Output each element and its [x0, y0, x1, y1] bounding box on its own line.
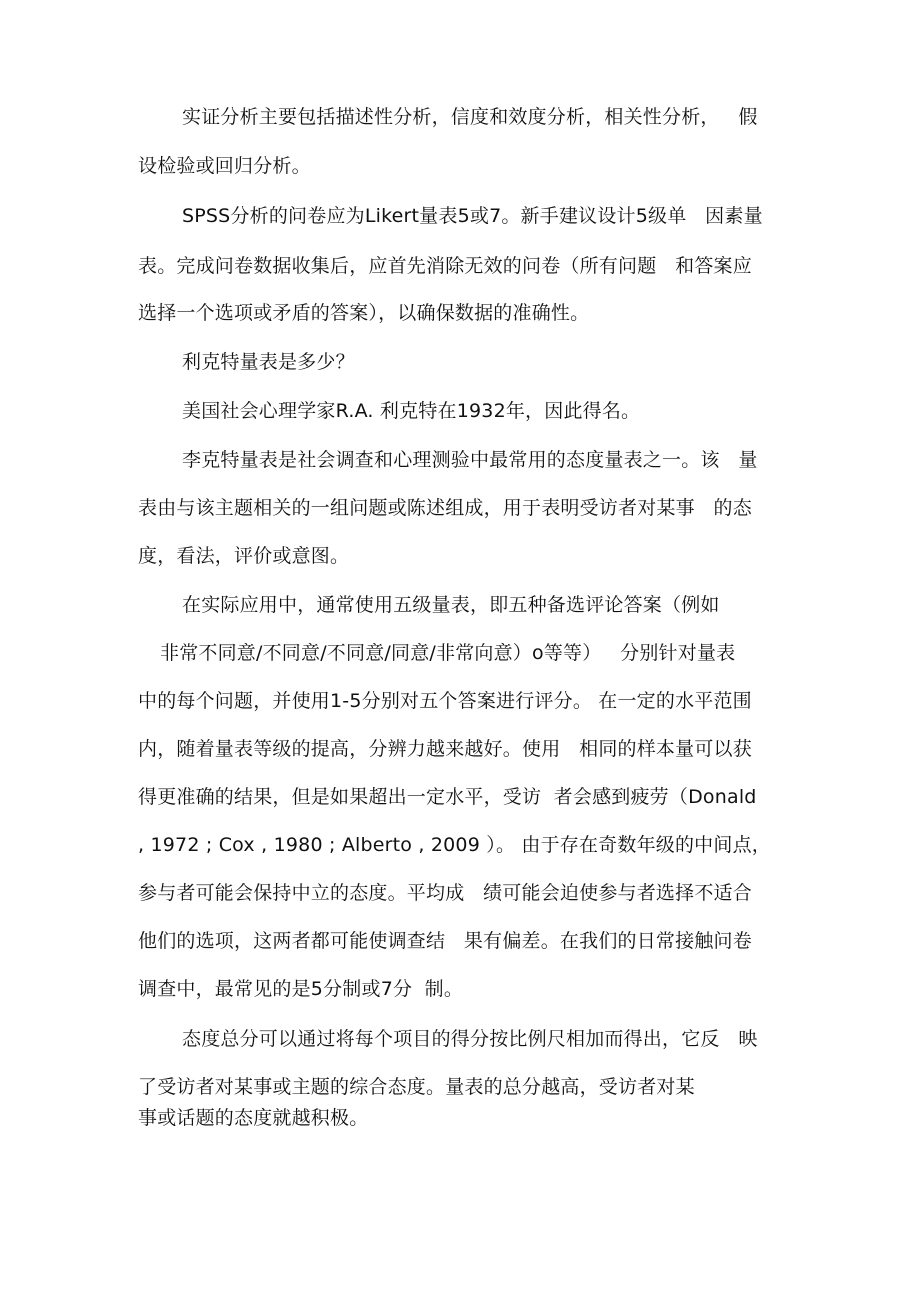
p2-line-1: SPSS分析的问卷应为Likert量表5或7。新手建议设计5级单 因素量: [182, 205, 763, 227]
p6-line-4: 内，随着量表等级的提高，分辨力越来越好。使用 相同的样本量可以获: [138, 738, 752, 760]
p6-line-9: 调查中，最常见的是5分制或7分 制。: [138, 978, 464, 1000]
p6-line-1: 在实际应用中，通常使用五级量表，即五种备选评论答案（例如: [182, 594, 720, 616]
p7-line-2: 了受访者对某事或主题的综合态度。量表的总分越高，受访者对某: [138, 1076, 695, 1098]
p6-line-7: 参与者可能会保持中立的态度。平均成 绩可能会迫使参与者选择不适合: [138, 882, 752, 904]
p6-line-6: , 1972 ; Cox , 1980 ; Alberto , 2009 ）。 由于存在奇数年级的中间点，: [138, 834, 771, 856]
p5-line-2: 表由与该主题相关的一组问题或陈述组成，用于表明受访者对某事 的态: [138, 497, 752, 519]
p2-line-2: 表。完成问卷数据收集后，应首先消除无效的问卷（所有问题 和答案应: [138, 255, 752, 277]
p5-line-1: 李克特量表是社会调查和心理测验中最常用的态度量表之一。该 量: [182, 449, 758, 471]
p6-line-2: 非常不同意/不同意/不同意/同意/非常向意）o等等） 分别针对量表: [160, 642, 736, 664]
p3-line-1: 利克特量表是多少？: [182, 351, 355, 373]
p1-line-2: 设检验或回归分析。: [138, 155, 311, 177]
p7-line-1: 态度总分可以通过将每个项目的得分按比例尺相加而得出，它反 映: [182, 1028, 758, 1050]
p4-line-1: 美国社会心理学家R.A. 利克特在1932年，因此得名。: [182, 400, 641, 422]
p2-line-3: 选择一个选项或矛盾的答案），以确保数据的准确性。: [138, 302, 590, 324]
p5-line-3: 度，看法，评价或意图。: [138, 545, 350, 567]
p6-line-8: 他们的选项，这两者都可能使调查结 果有偏差。在我们的日常接触问卷: [138, 930, 752, 952]
p1-line-1: 实证分析主要包括描述性分析，信度和效度分析，相关性分析， 假: [182, 106, 758, 128]
p6-line-3: 中的每个问题，并使用1-5分别对五个答案进行评分。 在一定的水平范围: [138, 690, 752, 712]
p6-line-5: 得更准确的结果，但是如果超出一定水平，受访 者会感到疲劳（Donald: [138, 786, 757, 808]
p7-line-3: 事或话题的态度就越积极。: [138, 1107, 369, 1129]
